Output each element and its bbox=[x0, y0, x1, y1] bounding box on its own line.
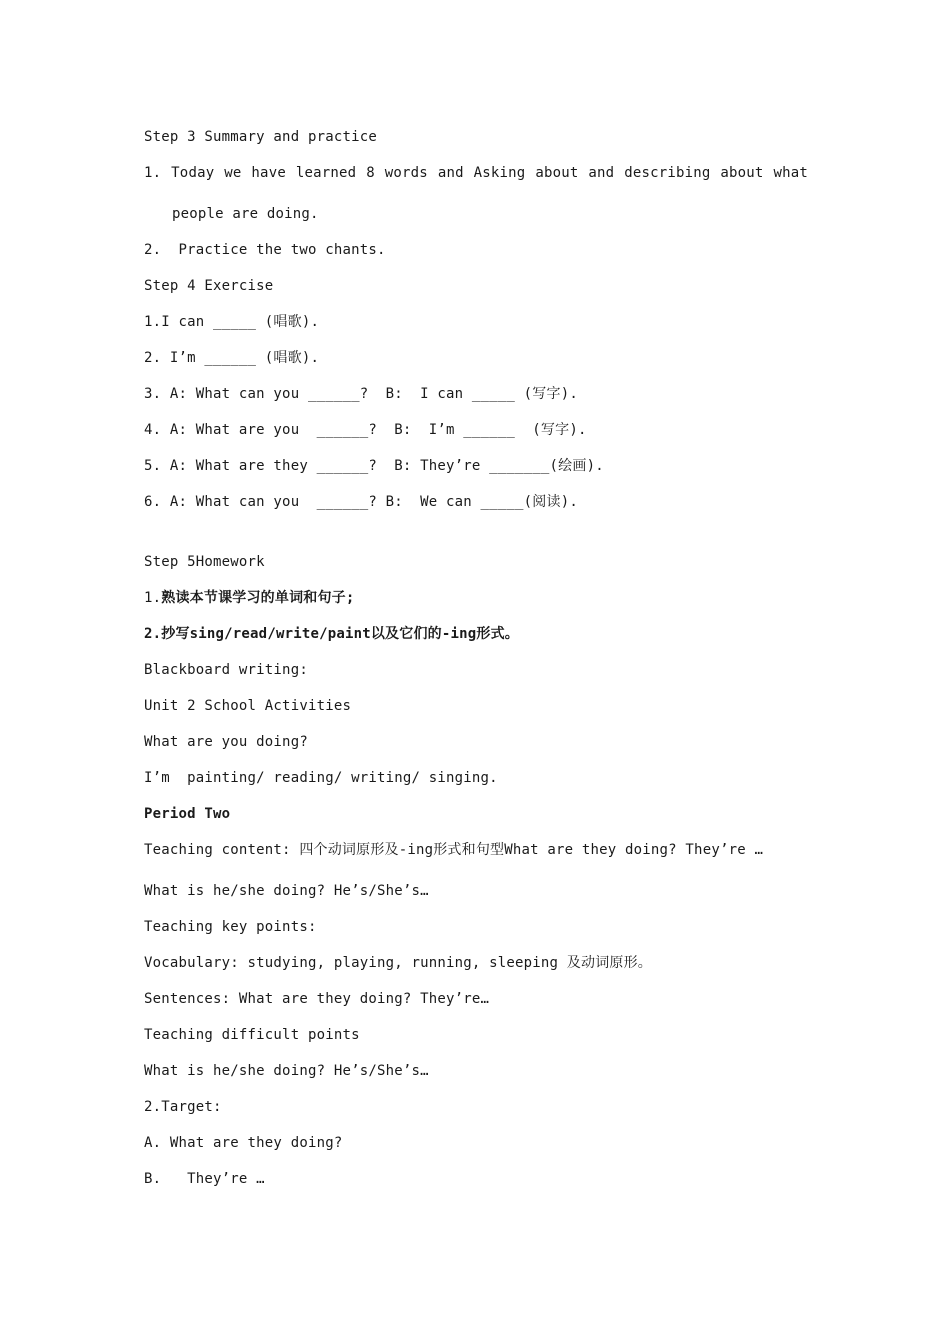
difficult-points-label: Teaching difficult points bbox=[144, 1027, 360, 1043]
target-label: 2.Target: bbox=[144, 1099, 222, 1115]
blackboard-unit: Unit 2 School Activities bbox=[144, 698, 352, 714]
step4-heading: Step 4 Exercise bbox=[144, 278, 274, 294]
homework-item-2: 2.抄写sing/read/write/paint以及它们的-ing形式。 bbox=[144, 626, 519, 642]
summary-item-1-line-2: people are doing. bbox=[172, 206, 319, 222]
exercise-item-1: 1.I can _____ (唱歌). bbox=[144, 314, 320, 330]
vocabulary-line: Vocabulary: studying, playing, running, sleeping 及动词原形。 bbox=[144, 955, 653, 971]
summary-item-1-line-1: 1. Today we have learned 8 words and Asking about and describing about what bbox=[144, 165, 808, 181]
summary-item-2: 2. Practice the two chants. bbox=[144, 242, 386, 258]
blackboard-answer: I’m painting/ reading/ writing/ singing. bbox=[144, 770, 498, 786]
target-a: A. What are they doing? bbox=[144, 1135, 343, 1151]
homework-item-1 bbox=[144, 589, 355, 607]
difficult-sentence: What is he/she doing? He’s/She’s… bbox=[144, 1063, 429, 1079]
homework-item-1-text: 熟读本节课学习的单词和句子; bbox=[161, 590, 355, 606]
step3-heading: Step 3 Summary and practice bbox=[144, 129, 377, 145]
exercise-item-3: 3. A: What can you ______? B: I can _____ (写字). bbox=[144, 386, 578, 402]
teaching-content-line-2: What is he/she doing? He’s/She’s… bbox=[144, 883, 429, 899]
exercise-item-4: 4. A: What are you ______? B: I’m ______ (写字). bbox=[144, 422, 587, 438]
teaching-content-line-1: Teaching content: 四个动词原形及-ing形式和句型What are they doing? They’re … bbox=[144, 842, 764, 858]
target-b: B. They’re … bbox=[144, 1171, 265, 1187]
blackboard-question: What are you doing? bbox=[144, 734, 308, 750]
homework-item-1-number: 1. bbox=[144, 590, 162, 606]
exercise-item-6: 6. A: What can you ______? B: We can _____(阅读). bbox=[144, 494, 578, 510]
period-two-heading: Period Two bbox=[144, 806, 231, 822]
exercise-item-2: 2. I’m ______ (唱歌). bbox=[144, 350, 320, 366]
blackboard-label: Blackboard writing: bbox=[144, 662, 308, 678]
step5-heading: Step 5Homework bbox=[144, 554, 265, 570]
sentences-line: Sentences: What are they doing? They’re… bbox=[144, 991, 490, 1007]
key-points-label: Teaching key points: bbox=[144, 919, 317, 935]
exercise-item-5: 5. A: What are they ______? B: They’re _______(绘画). bbox=[144, 458, 604, 474]
